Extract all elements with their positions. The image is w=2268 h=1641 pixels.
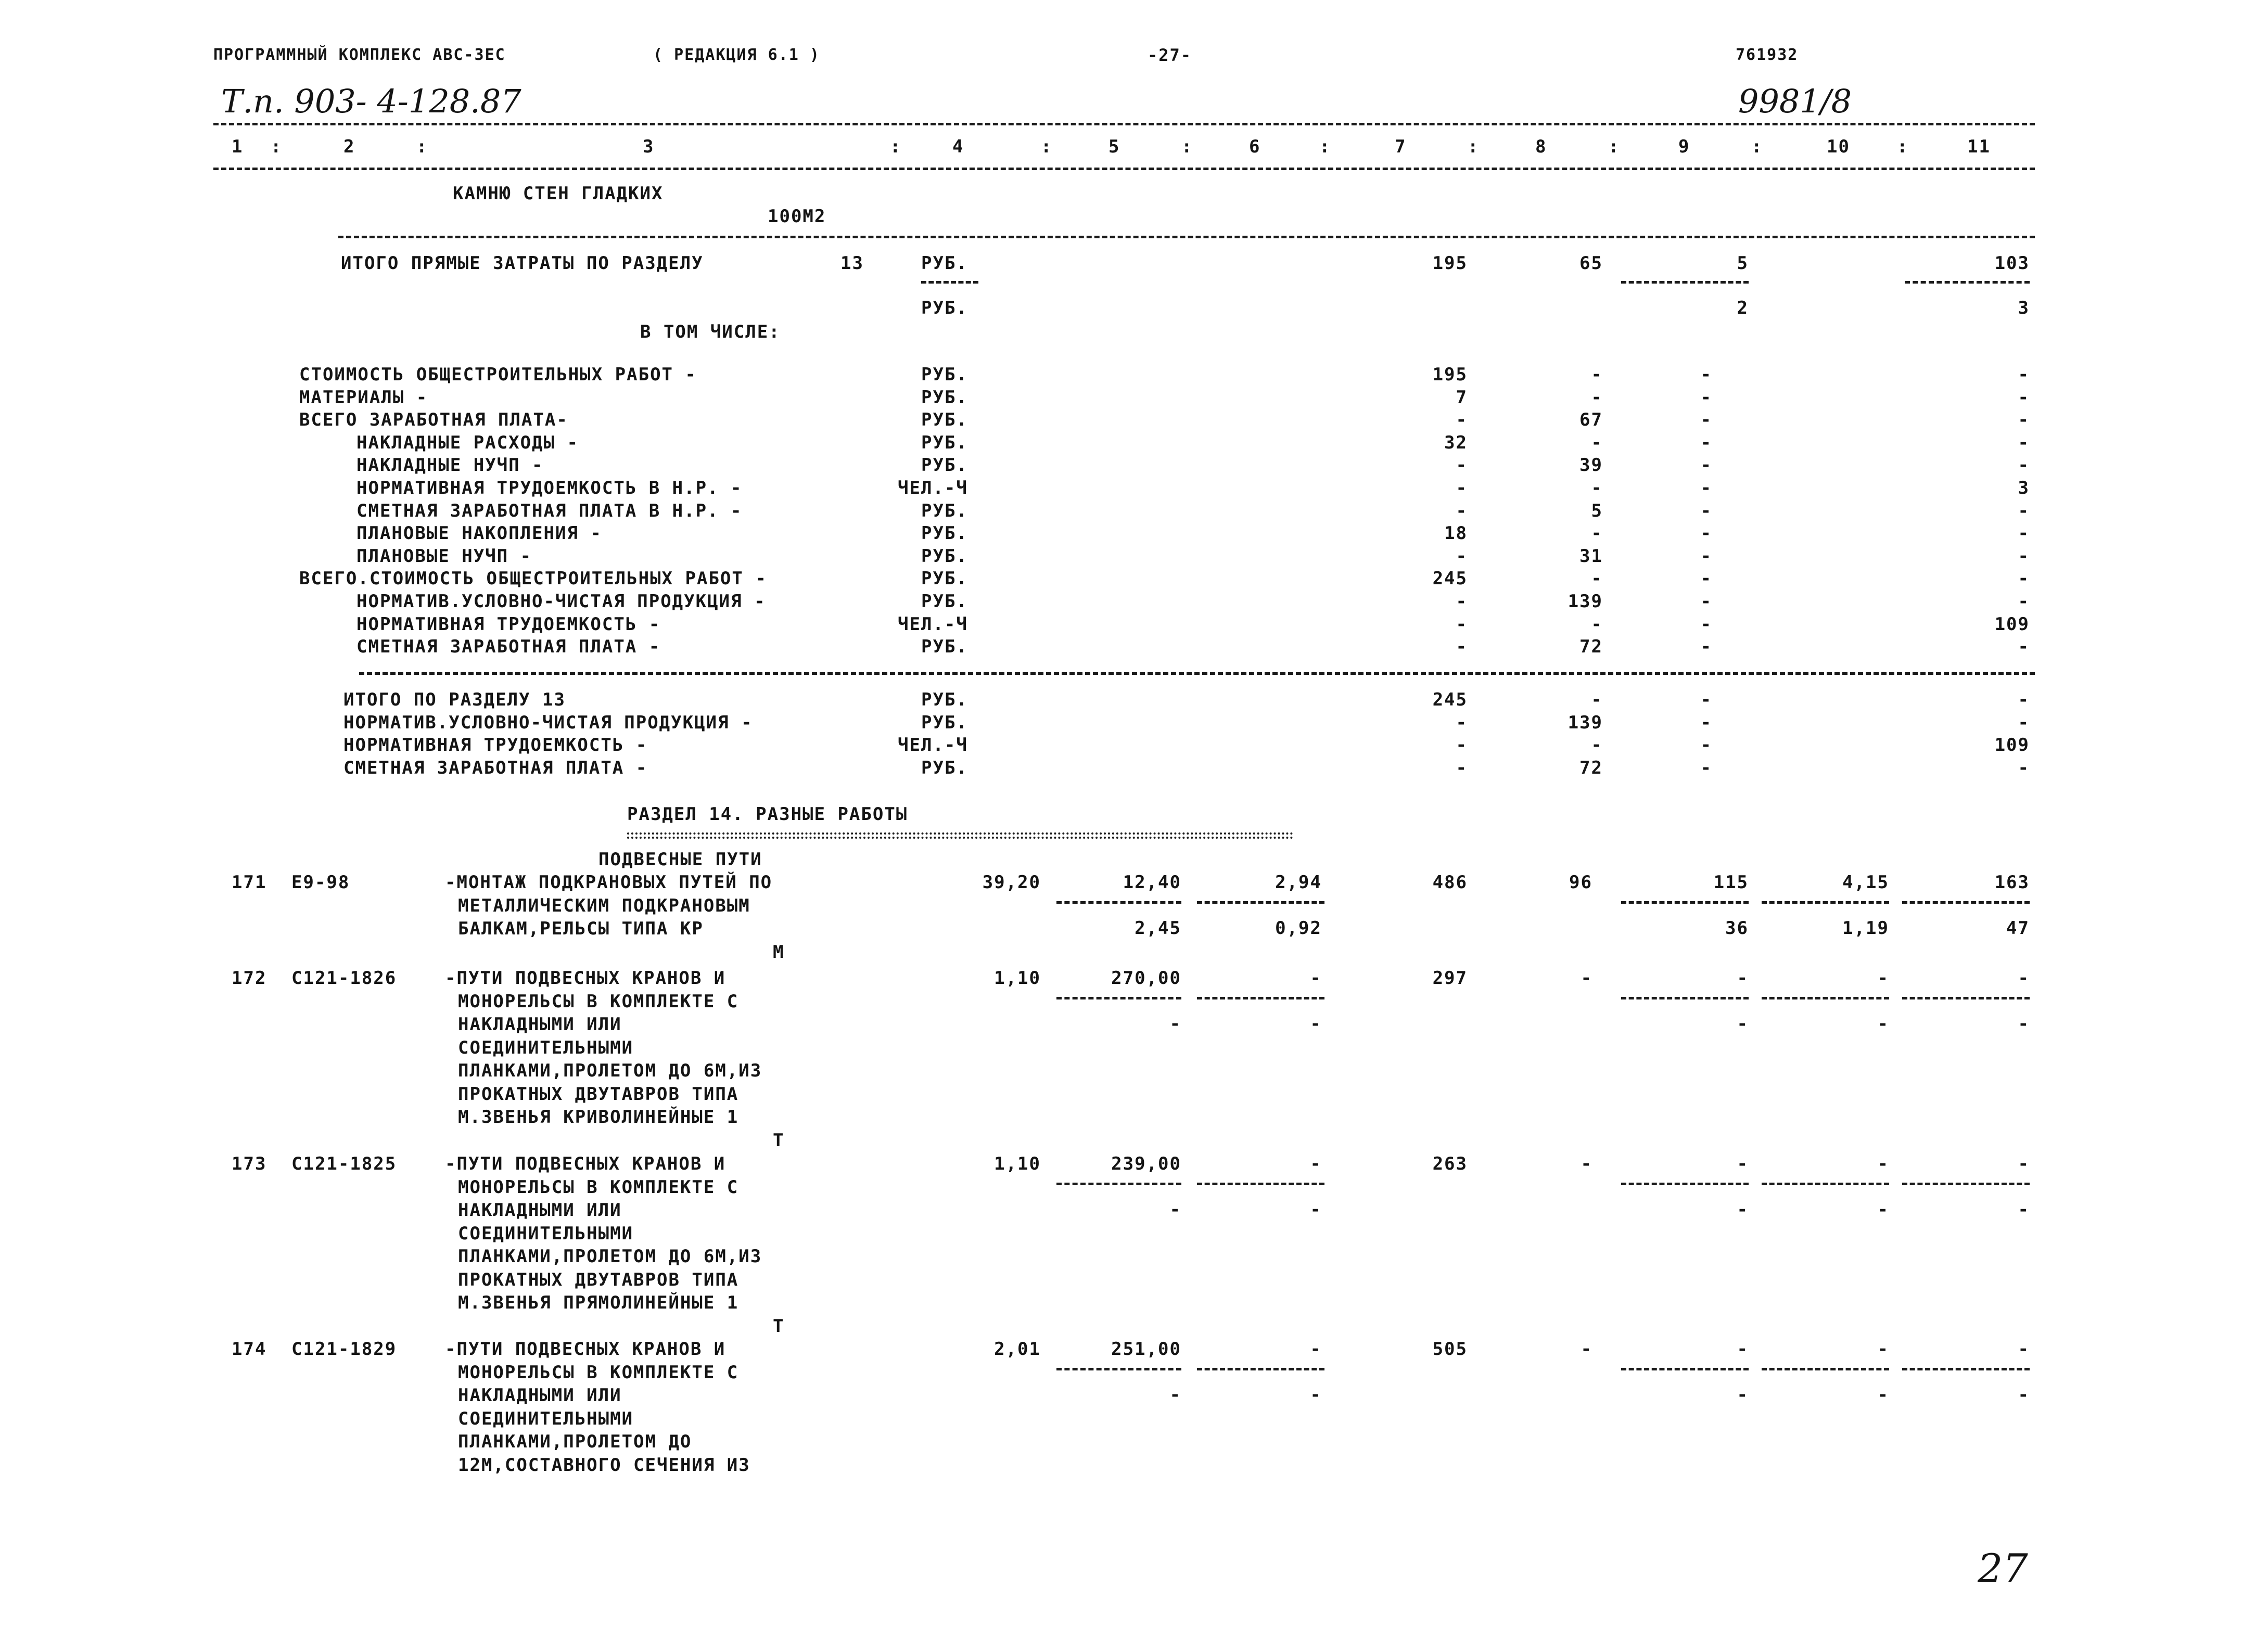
breakdown-label: ПЛАНОВЫЕ НУЧП - [356,545,532,567]
item-c9-sub: - [1737,1014,1749,1034]
item-description-line: НАКЛАДНЫМИ ИЛИ [458,1200,622,1221]
breakdown-c8: 72 [1579,636,1603,658]
item-c10-sub: - [1877,1014,1889,1034]
breakdown-c9: - [1700,455,1712,476]
column-number: 4 [952,136,964,157]
sub-value-rule [1902,1183,2030,1185]
sub-value-rule [1902,1368,2030,1370]
item-c9: - [1737,968,1749,989]
item-quantity: 2,01 [994,1339,1041,1360]
breakdown-c7: - [1456,636,1468,658]
sub-value-rule [1621,1368,1749,1370]
breakdown-label: ВСЕГО.СТОИМОСТЬ ОБЩЕСТРОИТЕЛЬНЫХ РАБОТ - [299,568,767,589]
breakdown-c11: - [2018,364,2030,385]
page-number: -27- [1148,45,1192,65]
item-c11: 163 [1994,872,2030,893]
breakdown-c11: - [2018,591,2030,612]
breakdown-c8: 5 [1591,500,1603,521]
header-rule-bottom [213,168,2035,170]
breakdown-c8: - [1591,364,1603,385]
item-c10: - [1877,1339,1889,1360]
breakdown-label: НОРМАТИВНАЯ ТРУДОЕМКОСТЬ - [356,613,661,635]
breakdown-c9: - [1700,364,1712,385]
item-description-line: МОНОРЕЛЬСЫ В КОМПЛЕКТЕ С [458,1362,739,1383]
item-c11-sub: - [2018,1199,2030,1220]
breakdown-c8: - [1591,523,1603,544]
section14-underline [627,832,1293,835]
column-number: 3 [643,136,655,157]
itogo-c8: 139 [1568,712,1603,733]
item-code: С121-1825 [291,1153,397,1174]
handwritten-page-number: 27 [1978,1545,2028,1592]
column-number: 1 [232,136,244,157]
breakdown-c9: - [1700,545,1712,567]
breakdown-unit: РУБ. [921,455,968,476]
item-description-line: -ПУТИ ПОДВЕСНЫХ КРАНОВ И [445,968,726,989]
itogo-c9: - [1700,689,1712,710]
item-description-line: ПЛАНКАМИ,ПРОЛЕТОМ ДО [458,1431,692,1452]
tp-number: Т.п. 903- 4-128.87 [221,82,521,120]
item-number: 173 [232,1153,267,1174]
v-tom-chisle: В ТОМ ЧИСЛЕ: [640,322,781,342]
item-c8: - [1581,1153,1592,1174]
item-description-line: БАЛКАМ,РЕЛЬСЫ ТИПА КР [458,918,704,939]
item-c6-sub: - [1310,1199,1322,1220]
item-total: 486 [1432,872,1468,893]
item-c5-sub: - [1169,1199,1181,1220]
column-number: 8 [1535,136,1547,157]
breakdown-c7: 7 [1456,387,1468,408]
column-number: : [1751,136,1763,157]
breakdown-c9: - [1700,478,1712,498]
breakdown-c7: - [1456,478,1468,498]
item-unit-cost: 239,00 [1111,1153,1181,1174]
breakdown-c8: 31 [1579,545,1603,567]
item-description-line: СОЕДИНИТЕЛЬНЫМИ [458,1408,634,1429]
breakdown-rule [359,672,2035,675]
itogo-c9: - [1700,735,1712,756]
itogo-pryamye-c8: 65 [1579,253,1603,274]
document-code: 761932 [1736,46,1799,64]
breakdown-c11: - [2018,568,2030,589]
item-c8: - [1581,1339,1592,1360]
item-c6: - [1310,968,1322,989]
itogo-c7: - [1456,735,1468,756]
itogo-unit: РУБ. [921,757,968,778]
item-c11-sub: - [2018,1384,2030,1405]
unit-rule [921,281,978,284]
column-number: : [1319,136,1331,157]
item-description-line: ПРОКАТНЫХ ДВУТАВРОВ ТИПА [458,1269,739,1290]
item-description-line: НАКЛАДНЫМИ ИЛИ [458,1014,622,1035]
breakdown-c9: - [1700,636,1712,658]
breakdown-label: СМЕТНАЯ ЗАРАБОТНАЯ ПЛАТА В Н.Р. - [356,500,743,521]
breakdown-c8: 139 [1568,591,1603,612]
breakdown-c9: - [1700,387,1712,408]
item-c9: - [1737,1339,1749,1360]
breakdown-c8: 39 [1579,455,1603,476]
sub-value-rule [1621,1183,1749,1185]
breakdown-unit: РУБ. [921,387,968,408]
c11-rule [1905,281,2030,284]
item-description-line: СОЕДИНИТЕЛЬНЫМИ [458,1223,634,1244]
breakdown-label: НОРМАТИВНАЯ ТРУДОЕМКОСТЬ В Н.Р. - [356,478,743,498]
sub-value-rule [1056,997,1181,999]
breakdown-c9: - [1700,409,1712,431]
item-c10-sub: 1,19 [1842,918,1889,939]
item-description-line: ПЛАНКАМИ,ПРОЛЕТОМ ДО 6М,ИЗ [458,1246,762,1267]
item-description-line: -МОНТАЖ ПОДКРАНОВЫХ ПУТЕЙ ПО [445,872,773,893]
c9-rule [1621,281,1749,284]
column-number: 9 [1678,136,1690,157]
item-total: 297 [1432,968,1468,989]
breakdown-c9: - [1700,432,1712,453]
itogo-pryamye-c9: 5 [1737,253,1749,274]
breakdown-label: ВСЕГО ЗАРАБОТНАЯ ПЛАТА- [299,409,568,431]
item-code: С121-1829 [291,1339,397,1360]
item-total: 505 [1432,1339,1468,1360]
itogo-c7: - [1456,757,1468,778]
breakdown-c11: - [2018,545,2030,567]
item-c11: - [2018,1339,2030,1360]
column-number: : [271,136,283,157]
item-number: 172 [232,968,267,989]
item-c10: - [1877,1153,1889,1174]
sub-value-rule [1902,997,2030,999]
item-number: 171 [232,872,267,893]
section14-title: РАЗДЕЛ 14. РАЗНЫЕ РАБОТЫ [627,804,908,825]
item-description-line: МЕТАЛЛИЧЕСКИМ ПОДКРАНОВЫМ [458,895,750,916]
breakdown-c7: 18 [1444,523,1468,544]
item-c8: 96 [1569,872,1592,893]
item-c11: - [2018,968,2030,989]
itogo-c8: - [1591,735,1603,756]
itogo-unit: РУБ. [921,689,968,710]
item-c5-sub: - [1169,1014,1181,1034]
item-total: 263 [1432,1153,1468,1174]
breakdown-label: НОРМАТИВ.УСЛОВНО-ЧИСТАЯ ПРОДУКЦИЯ - [356,591,766,612]
item-c10-sub: - [1877,1199,1889,1220]
item-c11-sub: - [2018,1014,2030,1034]
item-unit-cost: 12,40 [1123,872,1181,893]
itogo-pryamye-c9b: 2 [1737,298,1749,318]
item-quantity: 1,10 [994,968,1041,989]
sub-value-rule [1762,1368,1889,1370]
item-description-line: ПЛАНКАМИ,ПРОЛЕТОМ ДО 6М,ИЗ [458,1060,762,1081]
carry-over-line2: 100М2 [768,206,826,227]
column-number: 6 [1249,136,1261,157]
item-c5-sub: 2,45 [1135,918,1181,939]
breakdown-c8: - [1591,613,1603,635]
item-description-line: НАКЛАДНЫМИ ИЛИ [458,1385,622,1406]
breakdown-c9: - [1700,500,1712,521]
breakdown-c9: - [1700,523,1712,544]
itogo-label: СМЕТНАЯ ЗАРАБОТНАЯ ПЛАТА - [343,757,648,778]
breakdown-c8: - [1591,387,1603,408]
itogo-c8: - [1591,689,1603,710]
item-c6-sub: - [1310,1014,1322,1034]
item-description-line: ПРОКАТНЫХ ДВУТАВРОВ ТИПА [458,1083,739,1105]
item-code: Е9-98 [291,872,350,893]
breakdown-unit: ЧЕЛ.-Ч [898,613,968,635]
breakdown-unit: РУБ. [921,591,968,612]
breakdown-c11: 3 [2018,478,2030,498]
item-c10: 4,15 [1842,872,1889,893]
sub-value-rule [1902,901,2030,904]
itogo-c9: - [1700,757,1712,778]
itogo-pryamye-c11b: 3 [2018,298,2030,318]
sub-value-rule [1197,1183,1324,1185]
column-number: : [1041,136,1053,157]
itogo-pryamye-c11: 103 [1994,253,2030,274]
edition-label: ( РЕДАКЦИЯ 6.1 ) [653,46,820,64]
column-number: : [1608,136,1620,157]
carry-over-line1: КАМНЮ СТЕН ГЛАДКИХ [453,183,664,204]
breakdown-unit: РУБ. [921,568,968,589]
sub-value-rule [1621,997,1749,999]
breakdown-label: ПЛАНОВЫЕ НАКОПЛЕНИЯ - [356,523,602,544]
breakdown-c7: - [1456,409,1468,431]
breakdown-c11: - [2018,455,2030,476]
breakdown-c9: - [1700,591,1712,612]
breakdown-c7: - [1456,591,1468,612]
itogo-pryamye-section: 13 [840,253,864,274]
item-c10-sub: - [1877,1384,1889,1405]
itogo-c11: 109 [1994,735,2030,756]
column-number: 7 [1395,136,1407,157]
breakdown-c7: - [1456,455,1468,476]
sub-value-rule [1762,901,1889,904]
column-number: : [416,136,428,157]
itogo-pryamye-unit2: РУБ. [921,298,968,318]
itogo-pryamye-unit: РУБ. [921,253,968,274]
item-unit: Т [773,1315,785,1337]
item-unit: М [773,941,785,963]
item-unit-cost: 270,00 [1111,968,1181,989]
item-description-line: М.ЗВЕНЬЯ КРИВОЛИНЕЙНЫЕ 1 [458,1107,739,1127]
column-number: 10 [1827,136,1850,157]
item-description-line: М.ЗВЕНЬЯ ПРЯМОЛИНЕЙНЫЕ 1 [458,1292,739,1313]
breakdown-c8: 67 [1579,409,1603,431]
breakdown-c7: 32 [1444,432,1468,453]
itogo-c11: - [2018,689,2030,710]
breakdown-c8: - [1591,478,1603,498]
itogo-unit: РУБ. [921,712,968,733]
breakdown-c8: - [1591,568,1603,589]
item-unit: Т [773,1130,785,1151]
item-description-line: -ПУТИ ПОДВЕСНЫХ КРАНОВ И [445,1339,726,1360]
breakdown-unit: РУБ. [921,432,968,453]
header-rule-top [213,123,2035,125]
breakdown-unit: РУБ. [921,545,968,567]
itogo-label: ИТОГО ПО РАЗДЕЛУ 13 [343,689,566,710]
breakdown-c7: - [1456,613,1468,635]
itogo-c7: 245 [1432,689,1468,710]
sub-value-rule [1197,901,1324,904]
item-c6-sub: 0,92 [1275,918,1322,939]
breakdown-c11: - [2018,409,2030,431]
breakdown-c11: - [2018,500,2030,521]
sub-value-rule [1056,901,1181,904]
itogo-label: НОРМАТИВ.УСЛОВНО-ЧИСТАЯ ПРОДУКЦИЯ - [343,712,753,733]
sub-value-rule [1197,1368,1324,1370]
column-number: 11 [1967,136,1991,157]
breakdown-unit: РУБ. [921,364,968,385]
breakdown-c7: - [1456,545,1468,567]
breakdown-label: СТОИМОСТЬ ОБЩЕСТРОИТЕЛЬНЫХ РАБОТ - [299,364,697,385]
item-c9-sub: - [1737,1384,1749,1405]
item-c6: - [1310,1339,1322,1360]
item-c9: - [1737,1153,1749,1174]
breakdown-unit: РУБ. [921,500,968,521]
item-c9: 115 [1713,872,1749,893]
item-description-line: МОНОРЕЛЬСЫ В КОМПЛЕКТЕ С [458,1176,739,1198]
item-quantity: 39,20 [982,872,1041,893]
program-name: ПРОГРАММНЫЙ КОМПЛЕКС АВС-3ЕС [213,46,506,64]
breakdown-label: МАТЕРИАЛЫ - [299,387,428,408]
sub-value-rule [1056,1183,1181,1185]
item-c6: - [1310,1153,1322,1174]
item-c11-sub: 47 [2006,918,2030,939]
breakdown-label: СМЕТНАЯ ЗАРАБОТНАЯ ПЛАТА - [356,636,661,658]
sub-value-rule [1197,997,1324,999]
breakdown-c11: - [2018,387,2030,408]
album-number: 9981/8 [1738,82,1852,120]
breakdown-label: НАКЛАДНЫЕ НУЧП - [356,455,544,476]
itogo-pryamye-c7: 195 [1432,253,1468,274]
itogo-label: НОРМАТИВНАЯ ТРУДОЕМКОСТЬ - [343,735,648,756]
item-description-line: СОЕДИНИТЕЛЬНЫМИ [458,1037,634,1058]
breakdown-unit: РУБ. [921,409,968,431]
item-c5-sub: - [1169,1384,1181,1405]
item-c11: - [2018,1153,2030,1174]
item-c9-sub: - [1737,1199,1749,1220]
breakdown-c8: - [1591,432,1603,453]
itogo-c7: - [1456,712,1468,733]
itogo-c8: 72 [1579,757,1603,778]
itogo-c11: - [2018,757,2030,778]
breakdown-unit: ЧЕЛ.-Ч [898,478,968,498]
item-c9-sub: 36 [1725,918,1749,939]
column-number: : [890,136,902,157]
breakdown-label: НАКЛАДНЫЕ РАСХОДЫ - [356,432,579,453]
section14-subtitle: ПОДВЕСНЫЕ ПУТИ [598,849,762,870]
item-c8: - [1581,968,1592,989]
item-number: 174 [232,1339,267,1360]
breakdown-unit: РУБ. [921,636,968,658]
breakdown-c11: - [2018,523,2030,544]
sub-value-rule [1762,997,1889,999]
sub-value-rule [1621,901,1749,904]
column-number: : [1897,136,1909,157]
breakdown-unit: РУБ. [921,523,968,544]
itogo-pryamye-label: ИТОГО ПРЯМЫЕ ЗАТРАТЫ ПО РАЗДЕЛУ [341,253,704,274]
breakdown-c11: - [2018,432,2030,453]
breakdown-c11: - [2018,636,2030,658]
item-description-line: 12М,СОСТАВНОГО СЕЧЕНИЯ ИЗ [458,1454,750,1476]
breakdown-c9: - [1700,613,1712,635]
item-code: С121-1826 [291,968,397,989]
column-number: : [1181,136,1193,157]
carry-over-rule [338,236,2035,238]
item-quantity: 1,10 [994,1153,1041,1174]
column-number: 5 [1108,136,1120,157]
item-c6-sub: - [1310,1384,1322,1405]
item-description-line: -ПУТИ ПОДВЕСНЫХ КРАНОВ И [445,1153,726,1174]
breakdown-c7: 195 [1432,364,1468,385]
breakdown-c7: 245 [1432,568,1468,589]
section14-underline2 [627,837,1293,839]
item-c6: 2,94 [1275,872,1322,893]
itogo-c9: - [1700,712,1712,733]
itogo-c11: - [2018,712,2030,733]
breakdown-c7: - [1456,500,1468,521]
sub-value-rule [1056,1368,1181,1370]
column-number: : [1468,136,1480,157]
sub-value-rule [1762,1183,1889,1185]
breakdown-c9: - [1700,568,1712,589]
column-number: 2 [343,136,355,157]
item-c10: - [1877,968,1889,989]
item-description-line: МОНОРЕЛЬСЫ В КОМПЛЕКТЕ С [458,991,739,1012]
item-unit-cost: 251,00 [1111,1339,1181,1360]
breakdown-c11: 109 [1994,613,2030,635]
itogo-unit: ЧЕЛ.-Ч [898,735,968,756]
